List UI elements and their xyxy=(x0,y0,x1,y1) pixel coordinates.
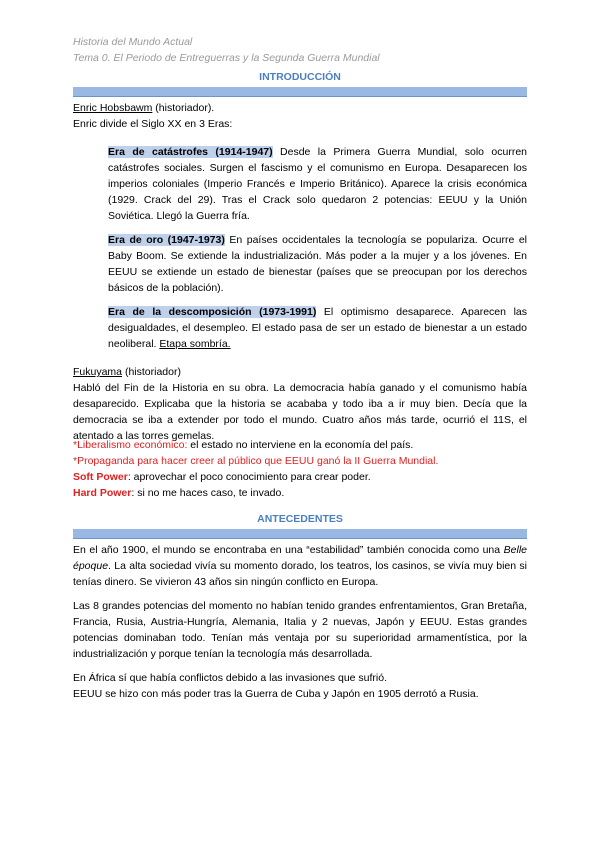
antecedentes-paragraph-4: EEUU se hizo con más poder tras la Guerra de Cuba y Japón en 1905 derrotó a Rusia. xyxy=(73,688,479,700)
hard-power-text: : si no me haces caso, te invado. xyxy=(131,487,285,499)
antecedentes-paragraph-1 xyxy=(73,542,527,590)
antecedentes-paragraph-2: Las 8 grandes potencias del momento no habían tenido grandes enfrentamientos, Gran Bretaña, Francia, Rusia, Austria-Hungría, Alemania, Italia y 2 nuevas, Japón y EEUU. Estas grandes potencias dominaban todo. Tenían más ventaja por su superioridad armamentística, por la industrialización y porque tenían la tecnología más desarrollada. xyxy=(73,600,527,660)
section-bar-antecedentes xyxy=(73,529,527,539)
antecedentes-paragraph-3: En África sí que había conflictos debido a las invasiones que sufrió. xyxy=(73,672,388,684)
header-topic: Tema 0. El Periodo de Entreguerras y la Segunda Guerra Mundial xyxy=(73,52,380,64)
section-title-antecedentes: ANTECEDENTES xyxy=(257,513,343,525)
liberalismo-line xyxy=(73,437,413,453)
era-paragraph-1 xyxy=(108,144,527,224)
liberalismo-text: el estado no interviene en la economía del país. xyxy=(187,439,414,451)
fukuyama-line xyxy=(73,364,181,380)
section-bar-introduccion xyxy=(73,87,527,97)
era-name-2: Era de oro (1947-1973) xyxy=(108,234,225,246)
antecedentes-p1-italic: Belle époque xyxy=(73,544,527,572)
era-text-3: El optimismo desaparece. Aparecen las desigualdades, el desempleo. El estado pasa de ser un estado de bienestar a un estado neoliberal. xyxy=(108,306,527,350)
hard-power-label: Hard Power xyxy=(73,487,132,499)
hard-power-line xyxy=(73,485,284,501)
soft-power-label: Soft Power xyxy=(73,471,128,483)
soft-power-text: : aprovechar el poco conocimiento para crear poder. xyxy=(127,471,371,483)
era-name-3: Era de la descomposición (1973-1991) xyxy=(108,306,317,318)
hobsbawm-role: (historiador). xyxy=(152,102,215,114)
era-text-1: Desde la Primera Guerra Mundial, solo ocurren catástrofes sociales. Surgen el fascismo y el comunismo en Europa. Desaparecen los imperios coloniales (Imperio Francés e Imperio Británico). Aparece la crisis económica (1929. Crack del 29). Tras el Crack solo quedaron 2 potencias: EEUU y la Unión Soviética. Llegó la Guerra fría. xyxy=(108,146,527,222)
era-paragraph-3 xyxy=(108,304,527,352)
antecedentes-p1-b: . La alta sociedad vivía su momento dorado, los teatros, los casinos, se vivía muy bien si tenías dinero. Se vivieron 43 años sin ningún conflicto en Europa. xyxy=(73,560,527,588)
antecedentes-p1-a: En el año 1900, el mundo se encontraba en una “estabilidad” también conocida como una xyxy=(73,544,504,556)
soft-power-line xyxy=(73,469,371,485)
liberalismo-label: *Liberalismo económico: xyxy=(73,439,188,451)
header-course: Historia del Mundo Actual xyxy=(73,36,193,48)
hobsbawm-line xyxy=(73,100,214,116)
hobsbawm-name: Enric Hobsbawm xyxy=(73,102,153,114)
fukuyama-text: Habló del Fin de la Historia en su obra. La democracia había ganado y el comunismo había desaparecido. Explicaba que la historia se acababa y todo iba a ir muy bien. Decía que la democracia se iba a extender por todo el mundo. Cuatro años más tarde, ocurrió el 11S, el atentado a las torres gemelas. xyxy=(73,382,527,442)
propaganda-note: *Propaganda para hacer creer al público que EEUU ganó la II Guerra Mundial. xyxy=(73,455,439,467)
hobsbawm-intro: Enric divide el Siglo XX en 3 Eras: xyxy=(73,118,233,130)
fukuyama-name: Fukuyama xyxy=(73,366,123,378)
section-title-introduccion: INTRODUCCIÓN xyxy=(259,71,341,83)
era-paragraph-2 xyxy=(108,232,527,296)
fukuyama-role: (historiador) xyxy=(122,366,181,378)
era-name-1: Era de catástrofes (1914-1947) xyxy=(108,146,273,158)
era-text-2: En países occidentales la tecnología se populariza. Ocurre el Baby Boom. Se extiende la industrialización. Más poder a la mujer y a los jóvenes. En EEUU se extiende un estado de bienestar (países que se preocupan por los derechos básicos de la población). xyxy=(108,234,527,294)
era-extra-3: Etapa sombría. xyxy=(159,338,231,350)
